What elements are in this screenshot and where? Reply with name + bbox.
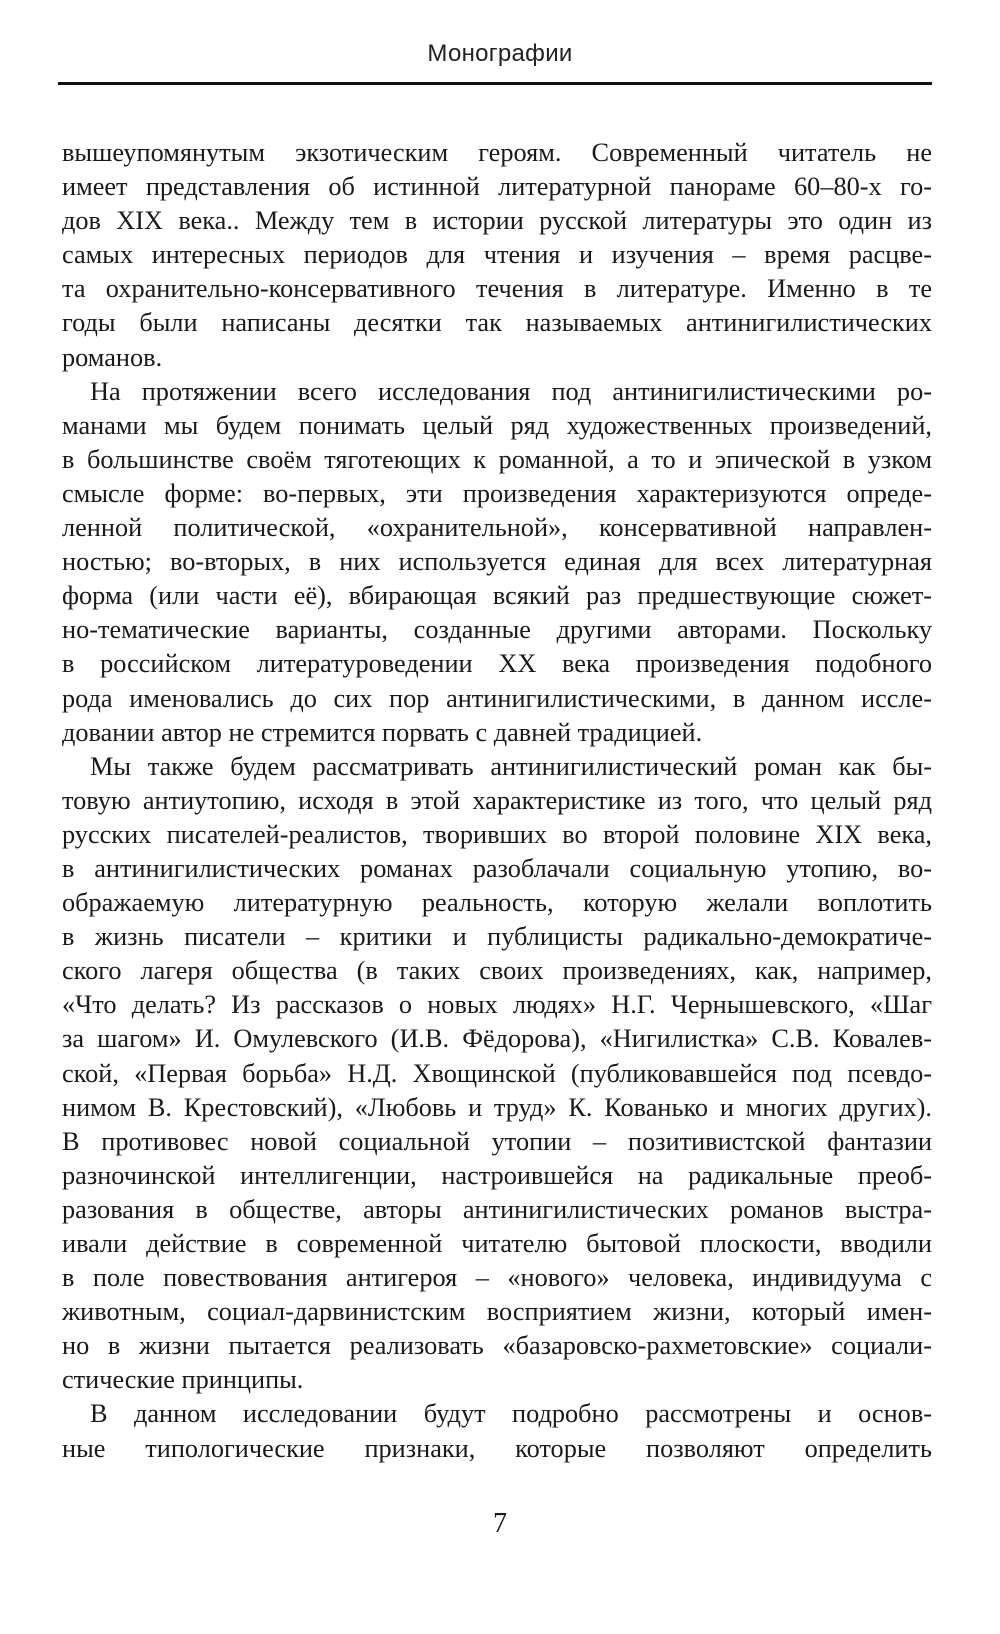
text-line: В данном исследовании будут подробно рассмотрены и основ-	[90, 1399, 932, 1429]
text-line: романов.	[62, 342, 163, 372]
text-line: за шагом» И. Омулевского (И.В. Фёдорова), «Нигилистка» С.В. Ковалев-	[62, 1024, 932, 1054]
text-line: Мы также будем рассматривать антинигилистический роман как бы-	[90, 751, 932, 781]
body-text	[62, 136, 932, 1466]
text-line: в жизнь писатели – критики и публицисты радикально-демократиче-	[62, 922, 932, 952]
text-line: в российском литературоведении XX века произведения подобного	[62, 649, 932, 679]
text-line: смысле форме: во-первых, эти произведения характеризуются опреде-	[62, 478, 932, 508]
text-line: манами мы будем понимать целый ряд художественных произведений,	[62, 410, 932, 440]
text-line: ные типологические признаки, которые позволяют определить	[62, 1433, 932, 1463]
text-line: но-тематические варианты, созданные другими авторами. Поскольку	[62, 615, 932, 645]
header-rule	[58, 82, 932, 85]
text-line: разования в обществе, авторы антинигилистических романов выстра-	[62, 1194, 932, 1224]
text-line: ленной политической, «охранительной», консервативной направлен-	[62, 513, 932, 543]
text-line: русских писателей-реалистов, творивших во второй половине XIX века,	[62, 819, 932, 849]
text-line: но в жизни пытается реализовать «базаровско-рахметовские» социали-	[62, 1331, 932, 1361]
text-line: в поле повествования антигероя – «нового» человека, индивидуума с	[62, 1263, 932, 1293]
text-line: в большинстве своём тяготеющих к романной, а то и эпической в узком	[62, 444, 932, 474]
text-line: На протяжении всего исследования под антинигилистическими ро-	[90, 376, 932, 406]
text-line: ображаемую литературную реальность, которую желали воплотить	[62, 888, 932, 918]
text-line: форма (или части её), вбирающая всякий раз предшествующие сюжет-	[62, 581, 932, 611]
text-line: годы были написаны десятки так называемых антинигилистических	[62, 308, 932, 338]
text-line: разночинской интеллигенции, настроившейся на радикальные преоб-	[62, 1160, 932, 1190]
running-head: Монографии	[427, 40, 573, 67]
paragraph-3	[62, 750, 932, 1398]
paragraph-2	[62, 375, 932, 750]
text-line: дов XIX века.. Между тем в истории русской литературы это один из	[62, 206, 932, 236]
text-line: ивали действие в современной читателю бытовой плоскости, вводили	[62, 1229, 932, 1258]
text-line: товую антиутопию, исходя в этой характеристике из того, что целый ряд	[62, 785, 932, 815]
text-line: в антинигилистических романах разоблачали социальную утопию, во-	[62, 853, 932, 883]
page-number: 7	[493, 1508, 507, 1539]
text-line: животным, социал-дарвинистским восприятием жизни, который имен-	[62, 1297, 932, 1327]
text-line: стические принципы.	[62, 1365, 304, 1395]
text-line: довании автор не стремится порвать с давней традицией.	[62, 717, 703, 747]
text-line: ностью; во-вторых, в них используется единая для всех литературная	[62, 547, 932, 577]
text-line: имеет представления об истинной литературной панораме 60–80-х го-	[62, 172, 932, 202]
text-line: В противовес новой социальной утопии – позитивистской фантазии	[62, 1126, 932, 1156]
text-line: ского лагеря общества (в таких своих произведениях, как, например,	[62, 956, 932, 986]
paragraph-1	[62, 136, 932, 375]
text-line: рода именовались до сих пор антинигилистическими, в данном иссле-	[62, 683, 932, 713]
text-line: «Что делать? Из рассказов о новых людях» Н.Г. Чернышевского, «Шаг	[62, 990, 932, 1020]
text-line: ской, «Первая борьба» Н.Д. Хвощинской (публиковавшейся под псевдо-	[62, 1058, 932, 1088]
text-line: нимом В. Крестовский), «Любовь и труд» К. Кованько и многих других).	[62, 1092, 932, 1122]
text-line: самых интересных периодов для чтения и изучения – время расцве-	[62, 240, 932, 270]
text-line: та охранительно-консервативного течения в литературе. Именно в те	[62, 274, 932, 304]
text-line: вышеупомянутым экзотическим героям. Современный читатель не	[62, 138, 932, 167]
paragraph-4	[62, 1397, 932, 1465]
